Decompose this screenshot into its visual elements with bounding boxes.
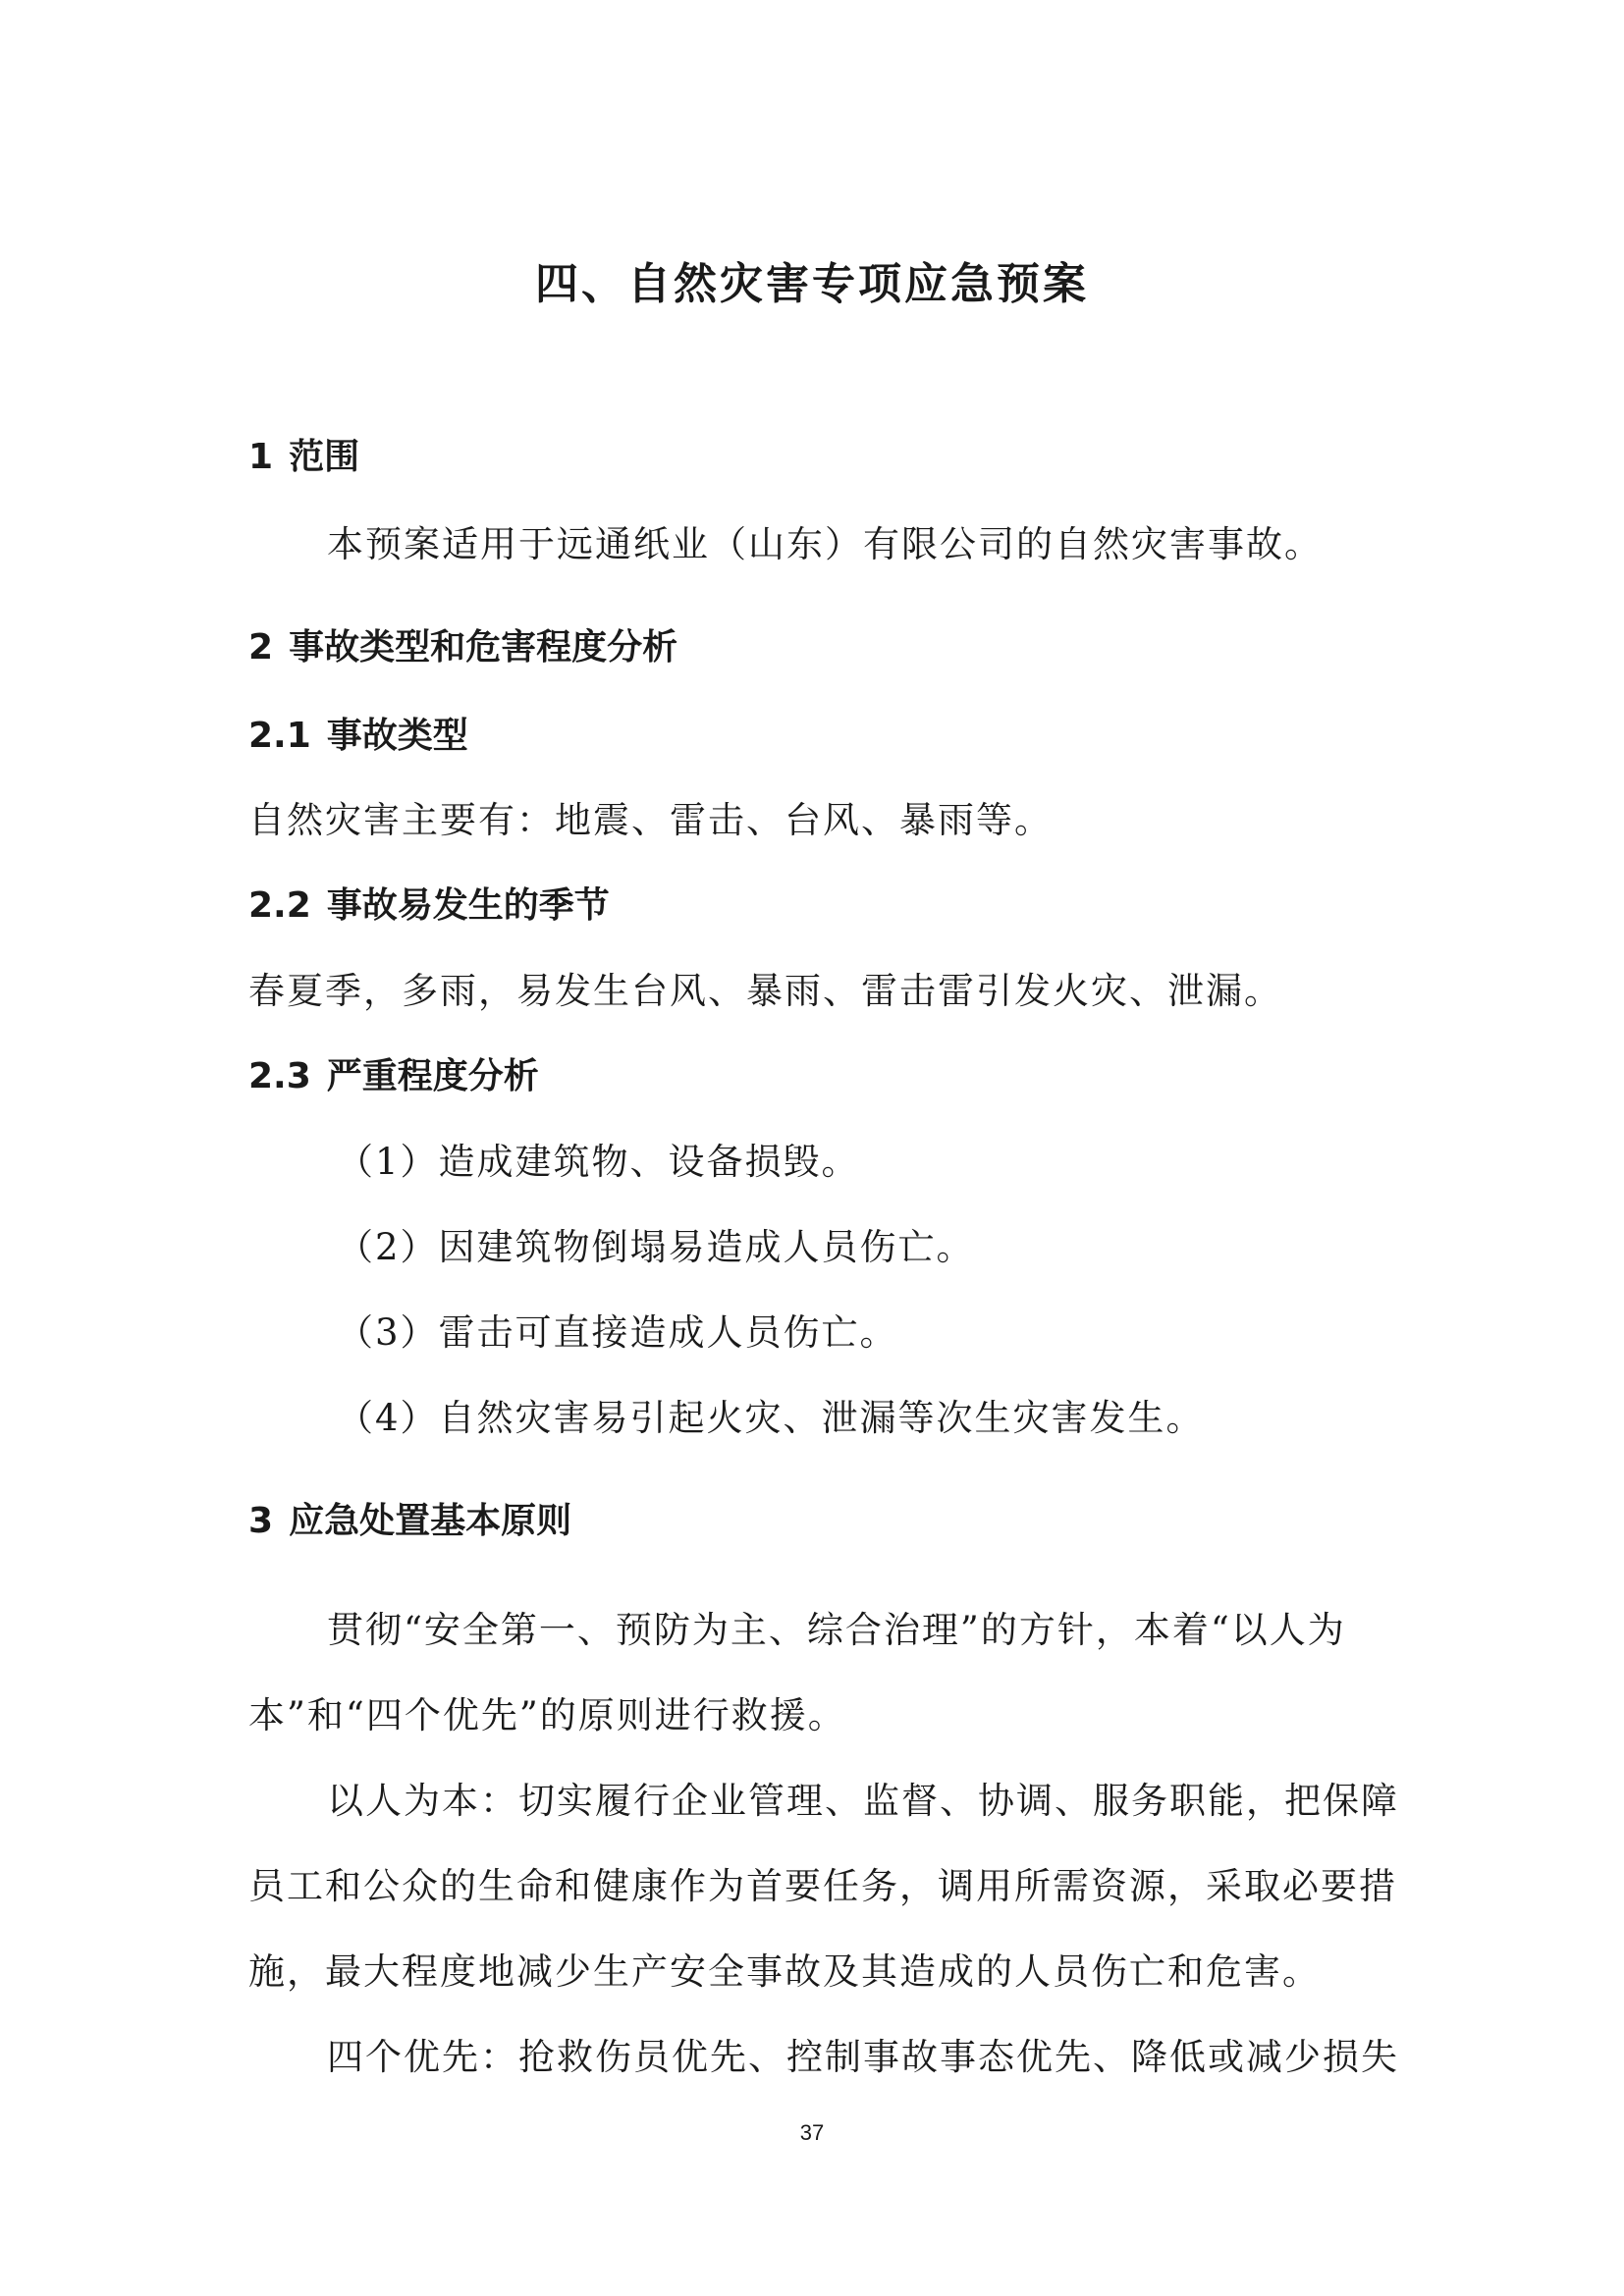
paragraph-people-first-line-3: 施，最大程度地减少生产安全事故及其造成的人员伤亡和危害。 (248, 1950, 1321, 1993)
section-title: 严重程度分析 (326, 1056, 539, 1096)
section-heading-2-3 (248, 1049, 539, 1104)
section-number: 2.1 (248, 716, 311, 756)
paragraph-four-priorities-line-1: 四个优先：抢救伤员优先、控制事故事态优先、降低或减少损失 (327, 2036, 1399, 2078)
list-item-severity-4: （4）自然灾害易引起火灾、泄漏等次生灾害发生。 (337, 1397, 1205, 1439)
section-number: 1 (248, 437, 274, 477)
paragraph-people-first-line-2: 员工和公众的生命和健康作为首要任务，调用所需资源，采取必要措 (248, 1865, 1397, 1907)
section-title: 事故类型 (326, 716, 468, 756)
section-heading-2-2 (248, 879, 610, 934)
document-title: 四、自然灾害专项应急预案 (535, 259, 1089, 309)
list-item-severity-3: （3）雷击可直接造成人员伤亡。 (337, 1311, 898, 1354)
section-heading-1 (248, 430, 359, 485)
paragraph-principle-line-2: 本”和“四个优先”的原则进行救援。 (248, 1694, 846, 1736)
paragraph-people-first-line-1: 以人为本：切实履行企业管理、监督、协调、服务职能，把保障 (327, 1780, 1399, 1822)
list-item-severity-1: （1）造成建筑物、设备损毁。 (337, 1141, 860, 1183)
section-title: 范围 (289, 437, 360, 477)
paragraph-scope: 本预案适用于远通纸业（山东）有限公司的自然灾害事故。 (327, 523, 1323, 565)
section-number: 2 (248, 627, 274, 667)
paragraph-season: 春夏季，多雨，易发生台风、暴雨、雷击雷引发火灾、泄漏。 (248, 970, 1282, 1012)
section-title: 事故易发生的季节 (326, 885, 610, 926)
section-number: 2.3 (248, 1056, 311, 1096)
list-item-severity-2: （2）因建筑物倒塌易造成人员伤亡。 (337, 1226, 975, 1268)
paragraph-types: 自然灾害主要有：地震、雷击、台风、暴雨等。 (248, 799, 1053, 841)
section-heading-3 (248, 1494, 571, 1549)
section-title: 应急处置基本原则 (289, 1501, 572, 1541)
page-number: 37 (799, 2120, 825, 2145)
paragraph-principle-line-1: 贯彻“安全第一、预防为主、综合治理”的方针，本着“以人为 (327, 1609, 1346, 1651)
section-number: 3 (248, 1501, 274, 1541)
section-heading-2-1 (248, 709, 468, 764)
section-title: 事故类型和危害程度分析 (289, 627, 678, 667)
section-heading-2 (248, 620, 677, 675)
section-number: 2.2 (248, 885, 311, 926)
